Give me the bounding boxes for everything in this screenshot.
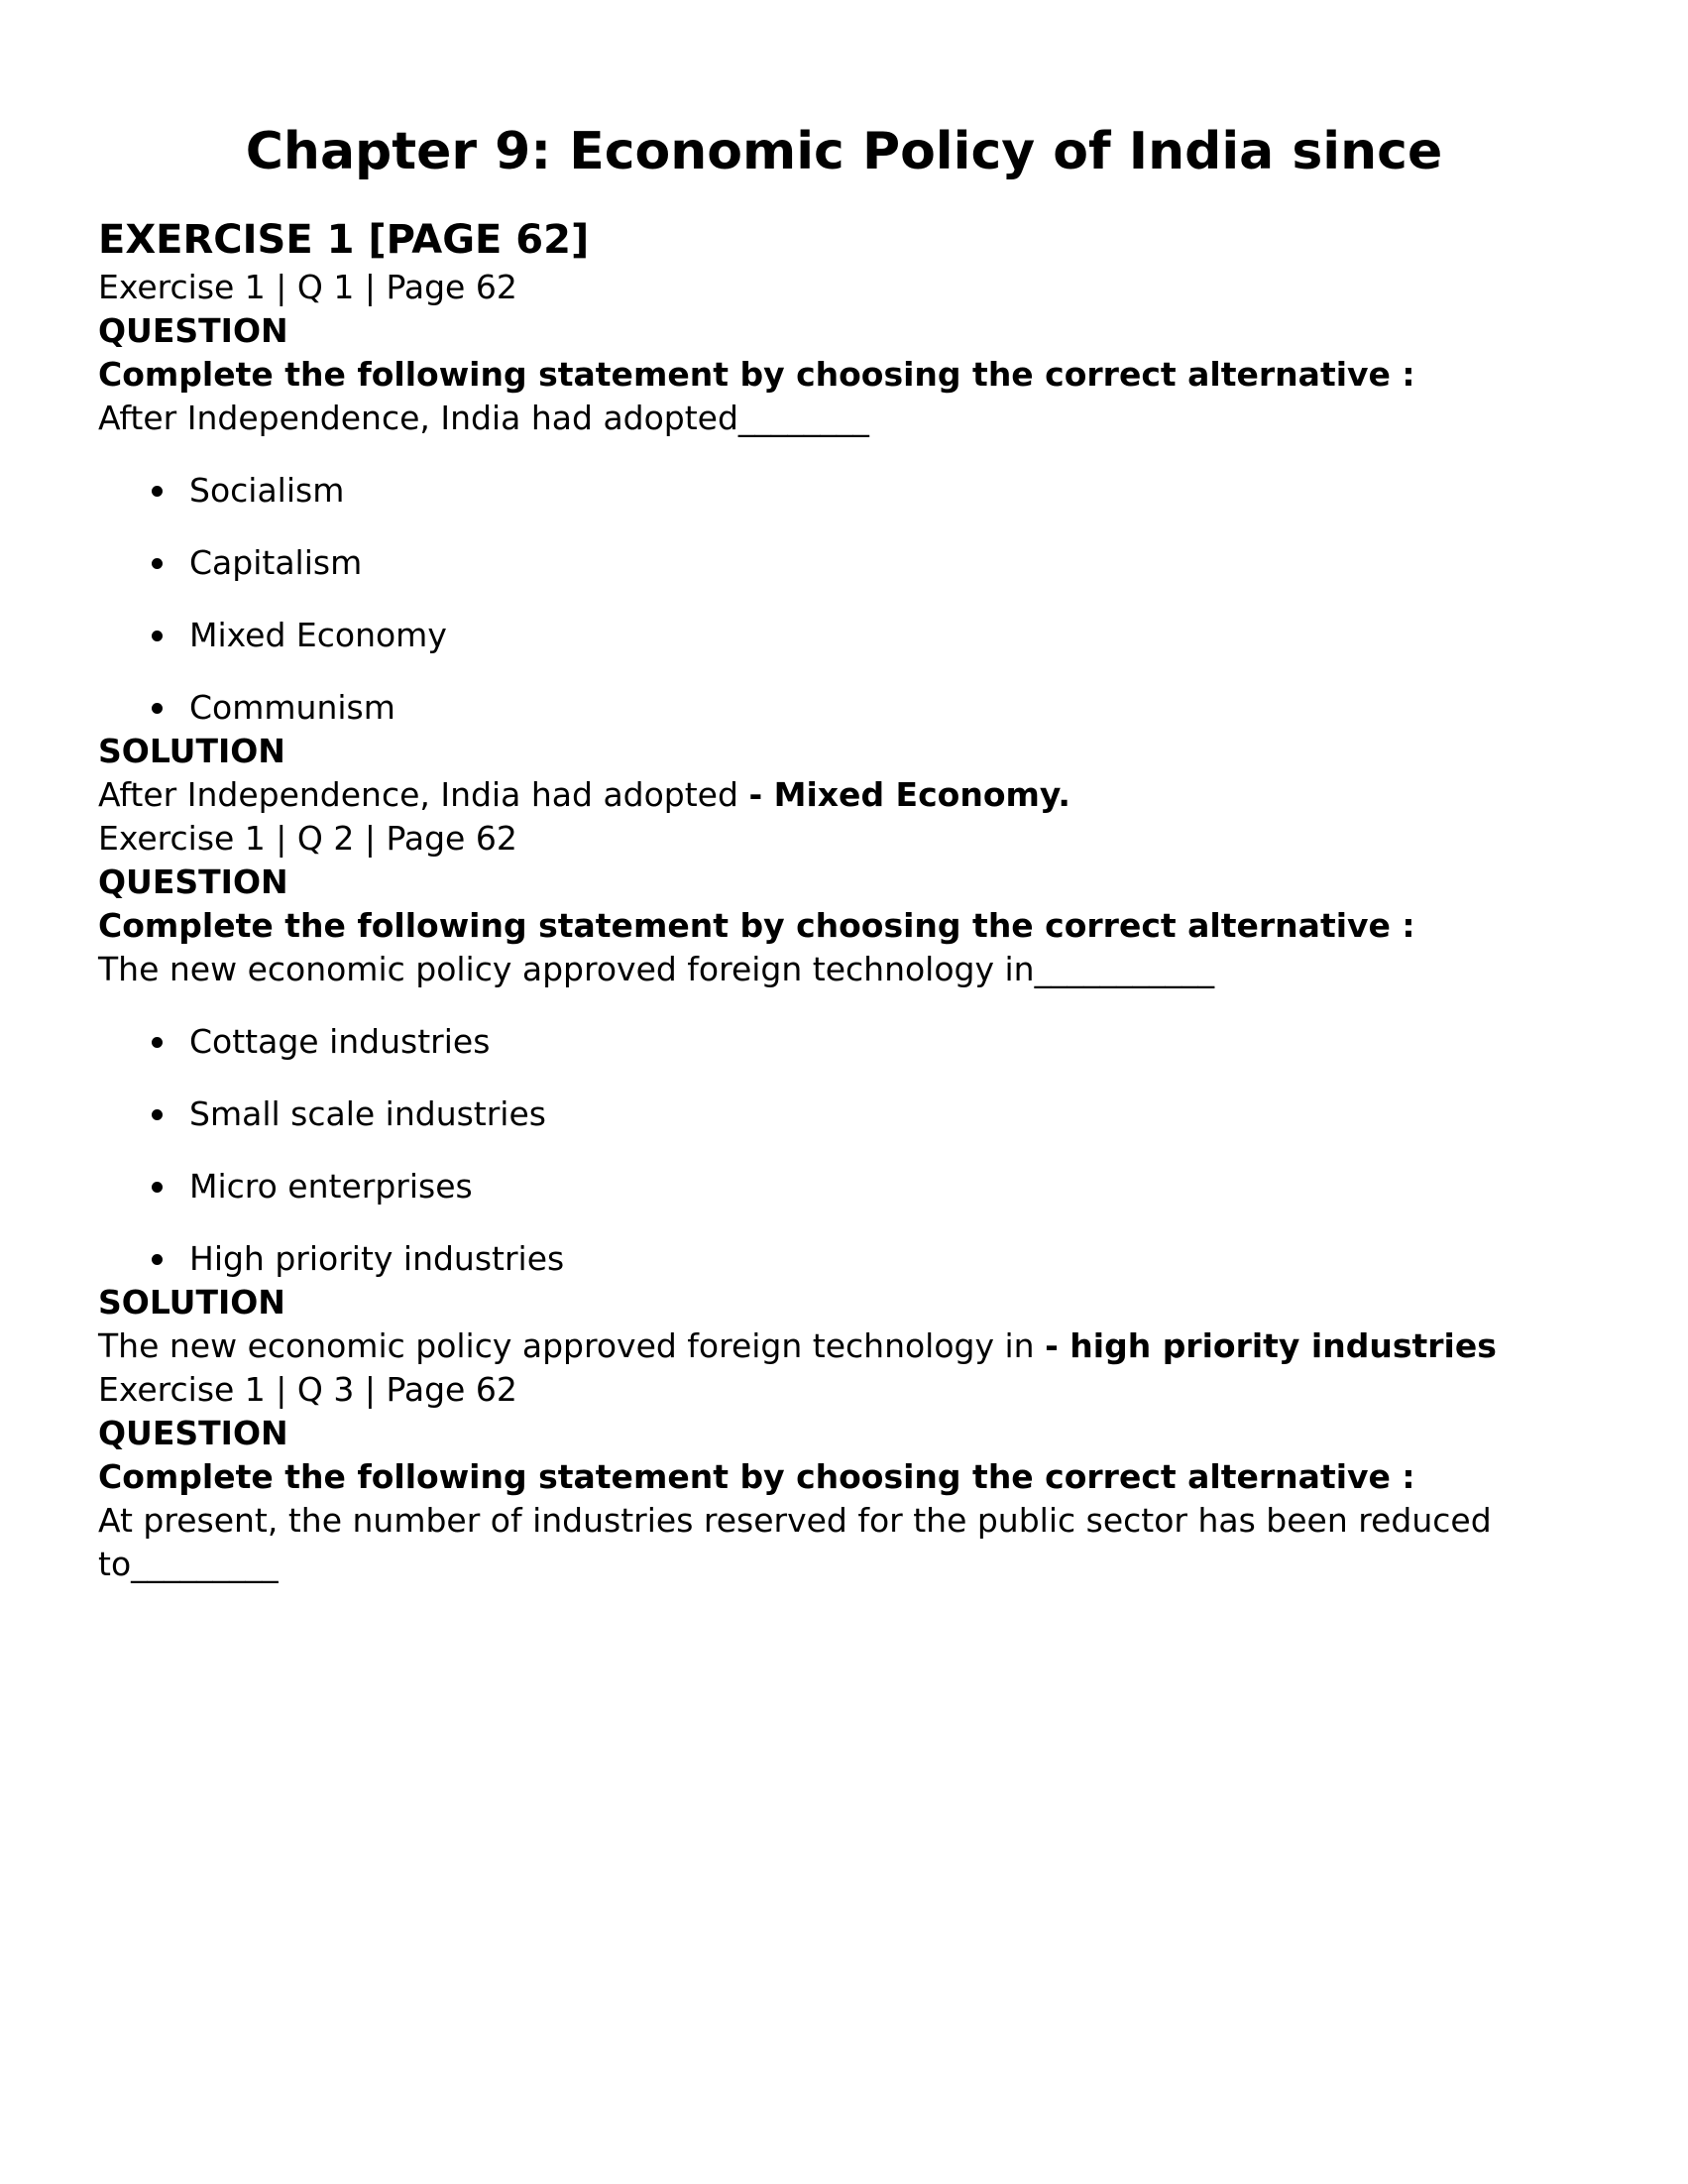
- option-text: Communism: [189, 688, 395, 727]
- option-text: Mixed Economy: [189, 616, 447, 654]
- option-item: [98, 614, 1590, 657]
- solution-answer: - Mixed Economy.: [748, 775, 1070, 814]
- question-label: QUESTION: [98, 862, 288, 901]
- option-text: High priority industries: [189, 1239, 565, 1278]
- option-item: [98, 1165, 1590, 1208]
- solution-label: SOLUTION: [98, 732, 285, 770]
- option-text: Capitalism: [189, 543, 363, 582]
- solution-answer: - high priority industries: [1045, 1326, 1497, 1365]
- question-statement: After Independence, India had adopted________: [98, 399, 869, 437]
- question-statement: At present, the number of industries reserved for the public sector has been reduced to_________: [98, 1501, 1492, 1583]
- option-list: [98, 469, 1590, 730]
- bullet-icon: [152, 486, 163, 497]
- question-block-3: [98, 1368, 1590, 1586]
- option-item: [98, 541, 1590, 585]
- option-item: [98, 686, 1590, 730]
- question-label: QUESTION: [98, 1414, 288, 1452]
- solution-label: SOLUTION: [98, 1283, 285, 1322]
- bullet-icon: [152, 1182, 163, 1193]
- question-meta: Exercise 1 | Q 3 | Page 62: [98, 1370, 517, 1409]
- question-instruction: Complete the following statement by choosing the correct alternative :: [98, 906, 1415, 945]
- bullet-icon: [152, 1254, 163, 1265]
- option-text: Socialism: [189, 471, 345, 510]
- bullet-icon: [152, 1037, 163, 1048]
- question-block-2: [98, 817, 1590, 1368]
- option-item: [98, 1020, 1590, 1064]
- option-item: [98, 1092, 1590, 1136]
- bullet-icon: [152, 1109, 163, 1120]
- question-meta: Exercise 1 | Q 2 | Page 62: [98, 819, 517, 858]
- option-text: Cottage industries: [189, 1022, 491, 1061]
- solution-prefix: The new economic policy approved foreign technology in: [98, 1326, 1046, 1365]
- solution-text: [98, 773, 1590, 817]
- option-list: [98, 1020, 1590, 1281]
- question-meta: Exercise 1 | Q 1 | Page 62: [98, 268, 517, 306]
- question-instruction: Complete the following statement by choosing the correct alternative :: [98, 1457, 1415, 1496]
- exercise-heading: EXERCISE 1 [PAGE 62]: [98, 217, 590, 263]
- option-text: Micro enterprises: [189, 1167, 473, 1206]
- chapter-title: Chapter 9: Economic Policy of India since: [245, 122, 1443, 181]
- option-item: [98, 1237, 1590, 1281]
- bullet-icon: [152, 631, 163, 641]
- solution-prefix: After Independence, India had adopted: [98, 775, 749, 814]
- bullet-icon: [152, 703, 163, 714]
- question-statement: The new economic policy approved foreign technology in___________: [98, 950, 1215, 988]
- solution-text: [98, 1324, 1590, 1368]
- question-instruction: Complete the following statement by choosing the correct alternative :: [98, 355, 1415, 394]
- option-item: [98, 469, 1590, 513]
- bullet-icon: [152, 558, 163, 569]
- question-block-1: [98, 266, 1590, 817]
- question-label: QUESTION: [98, 311, 288, 350]
- option-text: Small scale industries: [189, 1094, 546, 1133]
